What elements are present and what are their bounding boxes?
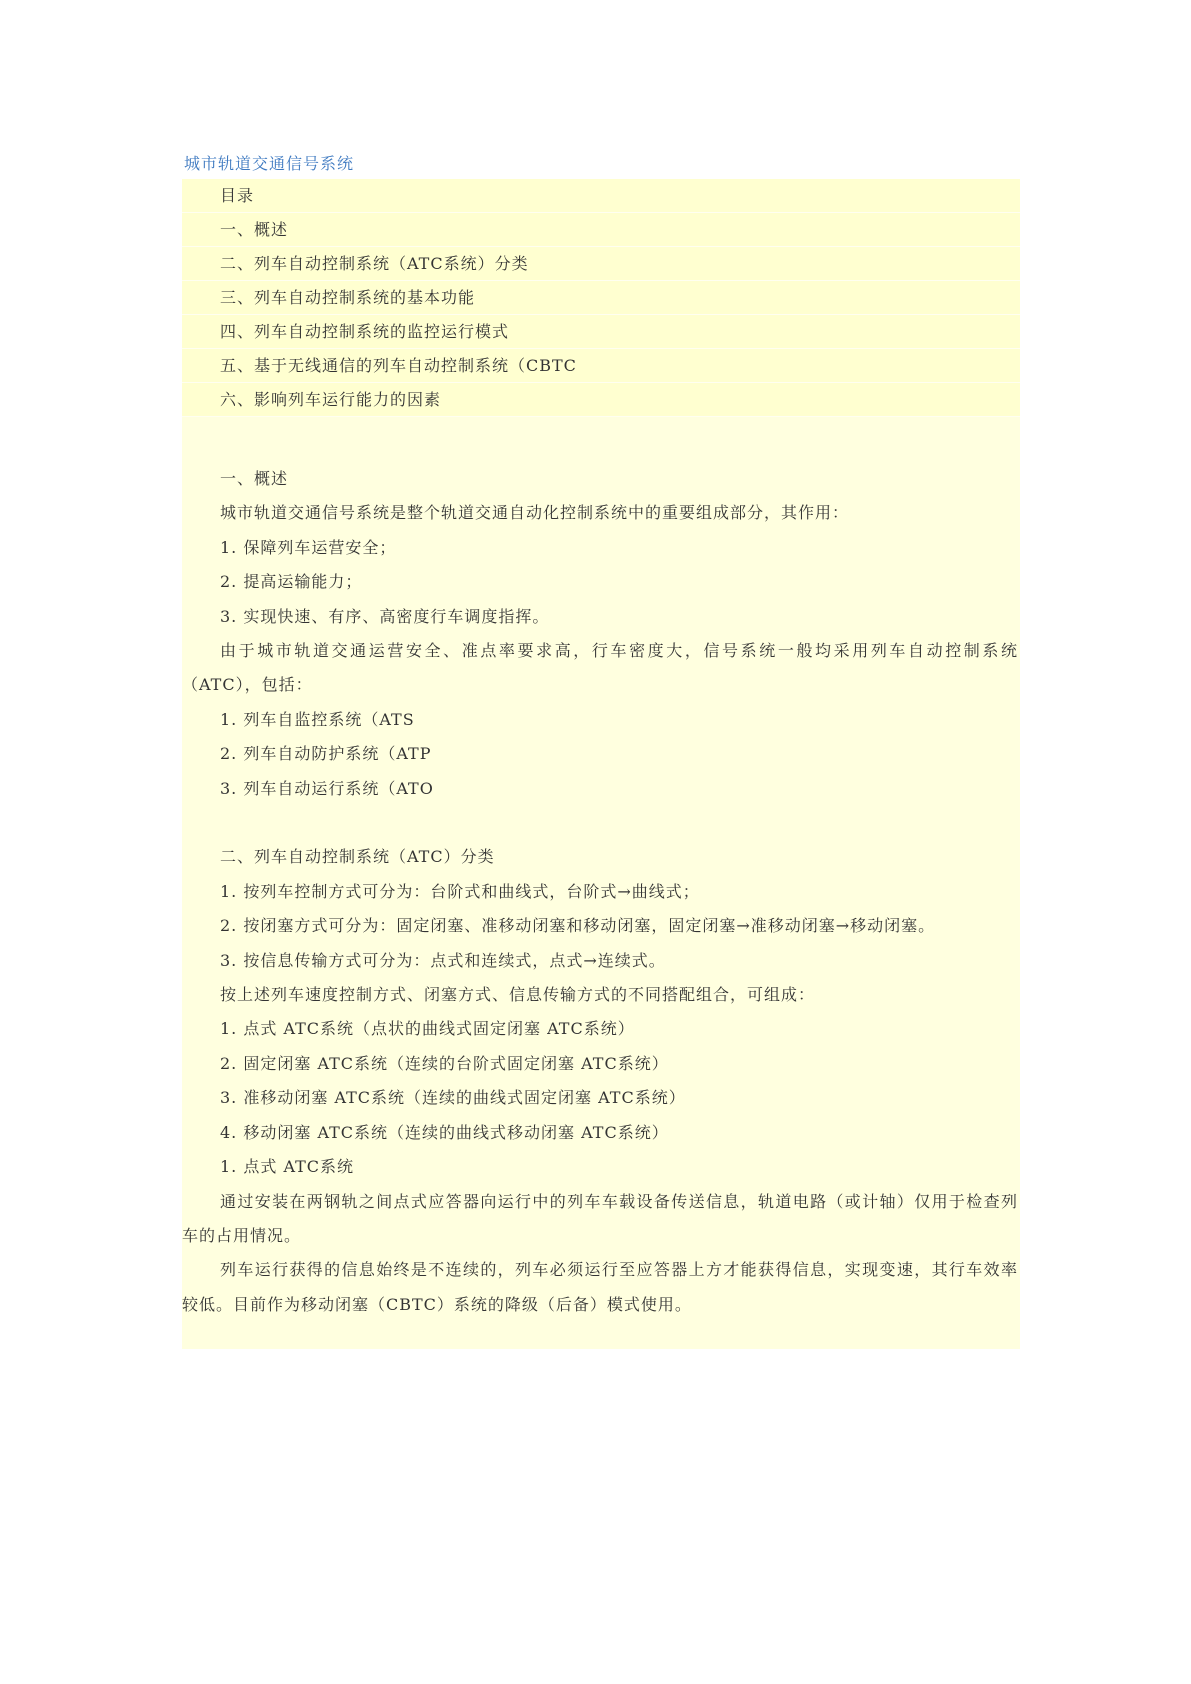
document-body <box>182 417 1020 1349</box>
paragraph: 通过安装在两钢轨之间点式应答器向运行中的列车车载设备传送信息，轨道电路（或计轴）仅用于检查列车的占用情况。 <box>182 1191 1018 1245</box>
section-heading: 一、概述 <box>220 469 289 488</box>
paragraph: 列车运行获得的信息始终是不连续的，列车必须运行至应答器上方才能获得信息，实现变速，其行车效率较低。目前作为移动闭塞（CBTC）系统的降级（后备）模式使用。 <box>182 1260 1018 1314</box>
document-title: 城市轨道交通信号系统 <box>184 154 355 173</box>
list-item: 2. 提高运输能力； <box>220 572 363 592</box>
paragraph: 按上述列车速度控制方式、闭塞方式、信息传输方式的不同搭配组合，可组成： <box>220 985 816 1005</box>
toc-item[interactable]: 一、概述 <box>182 213 1020 247</box>
toc-item[interactable]: 四、列车自动控制系统的监控运行模式 <box>182 315 1020 349</box>
list-item: 3. 准移动闭塞 ATC系统（连续的曲线式固定闭塞 ATC系统） <box>220 1088 686 1108</box>
spacer <box>182 806 1020 840</box>
toc-item[interactable]: 二、列车自动控制系统（ATC系统）分类 <box>182 247 1020 281</box>
list-item: 1. 按列车控制方式可分为：台阶式和曲线式，台阶式→曲线式； <box>220 881 700 901</box>
list-item: 1. 列车自监控系统（ATS <box>220 709 415 729</box>
toc-item[interactable]: 三、列车自动控制系统的基本功能 <box>182 281 1020 315</box>
paragraph: 城市轨道交通信号系统是整个轨道交通自动化控制系统中的重要组成部分，其作用： <box>220 503 850 523</box>
toc-item[interactable]: 六、影响列车运行能力的因素 <box>182 383 1020 417</box>
sub-heading: 1. 点式 ATC系统 <box>220 1157 355 1177</box>
list-item: 2. 按闭塞方式可分为：固定闭塞、准移动闭塞和移动闭塞，固定闭塞→准移动闭塞→移动闭塞。 <box>220 916 936 936</box>
table-of-contents <box>182 179 1020 417</box>
list-item: 2. 列车自动防护系统（ATP <box>220 744 432 764</box>
list-item: 3. 按信息传输方式可分为：点式和连续式，点式→连续式。 <box>220 950 666 970</box>
toc-heading: 目录 <box>182 179 1020 213</box>
list-item: 2. 固定闭塞 ATC系统（连续的台阶式固定闭塞 ATC系统） <box>220 1053 669 1073</box>
paragraph: 由于城市轨道交通运营安全、准点率要求高，行车密度大，信号系统一般均采用列车自动控制系统（ATC），包括： <box>182 641 1018 695</box>
list-item: 3. 列车自动运行系统（ATO <box>220 778 434 798</box>
list-item: 3. 实现快速、有序、高密度行车调度指挥。 <box>220 606 550 626</box>
list-item: 1. 点式 ATC系统（点状的曲线式固定闭塞 ATC系统） <box>220 1019 635 1039</box>
list-item: 4. 移动闭塞 ATC系统（连续的曲线式移动闭塞 ATC系统） <box>220 1122 669 1142</box>
toc-item[interactable]: 五、基于无线通信的列车自动控制系统（CBTC <box>182 349 1020 383</box>
list-item: 1. 保障列车运营安全； <box>220 537 397 557</box>
section-heading: 二、列车自动控制系统（ATC）分类 <box>220 847 495 867</box>
